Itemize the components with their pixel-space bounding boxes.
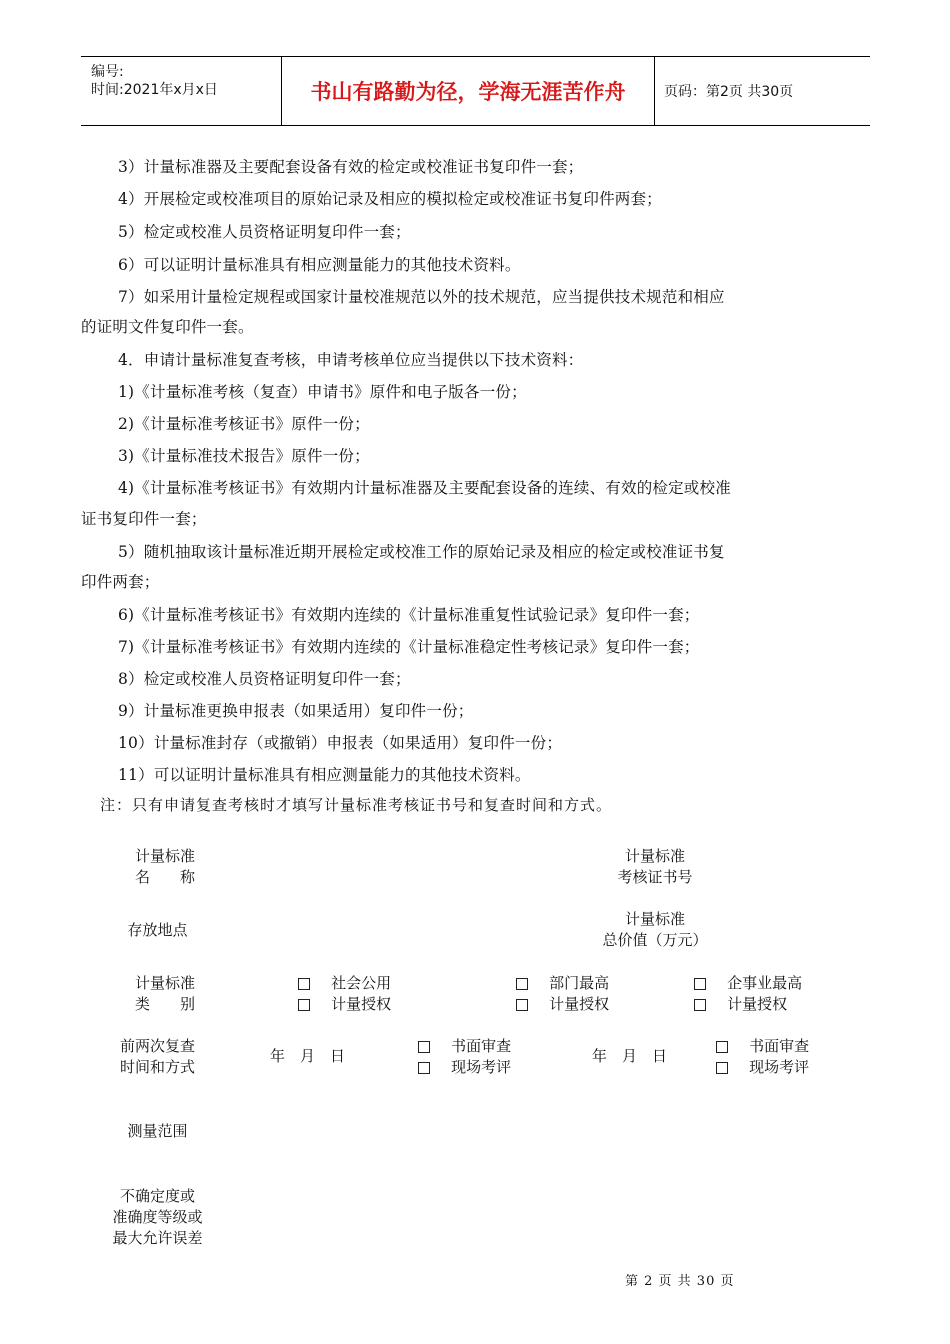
review-date-2[interactable]: 年 月 日	[592, 1047, 668, 1065]
body-line: 5）检定或校准人员资格证明复印件一套；	[118, 223, 411, 241]
checkbox-icon	[516, 999, 528, 1011]
option-label: 社会公用	[331, 974, 392, 992]
checkbox-doc-review-2[interactable]	[716, 1036, 809, 1057]
checkbox-social-public[interactable]	[298, 973, 391, 994]
label-location: 存放地点	[127, 921, 188, 939]
checkbox-icon	[418, 1062, 430, 1074]
checkbox-icon	[298, 978, 310, 990]
label-uncertainty	[100, 1186, 215, 1249]
checkbox-enterprise-auth[interactable]	[694, 994, 787, 1015]
body-line: 3)《计量标准技术报告》原件一份；	[118, 447, 370, 465]
page-footer: 第 2 页 共 30 页	[625, 1274, 735, 1289]
checkbox-icon	[298, 999, 310, 1011]
option-label: 现场考评	[749, 1058, 810, 1076]
header-meta	[81, 57, 282, 125]
checkbox-icon	[516, 978, 528, 990]
checkbox-icon	[694, 999, 706, 1011]
label-line: 类 别	[134, 995, 195, 1013]
checkbox-dept-highest[interactable]	[516, 973, 609, 994]
label-standard-type	[125, 973, 205, 1015]
checkbox-doc-review-1[interactable]	[418, 1036, 511, 1057]
label-line: 计量标准	[134, 847, 195, 865]
body-line: 7）如采用计量检定规程或国家计量校准规范以外的技术规范，应当提供技术规范和相应	[118, 288, 725, 306]
body-line: 6)《计量标准考核证书》有效期内连续的《计量标准重复性试验记录》复印件一套；	[118, 606, 700, 624]
body-line: 9）计量标准更换申报表（如果适用）复印件一份；	[118, 702, 474, 720]
body-line: 3）计量标准器及主要配套设备有效的检定或校准证书复印件一套；	[118, 158, 584, 176]
checkbox-icon	[418, 1041, 430, 1053]
checkbox-icon	[716, 1041, 728, 1053]
label-line: 考核证书号	[617, 868, 693, 886]
label-measurement-range: 测量范围	[127, 1122, 188, 1140]
label-total-value	[590, 909, 720, 951]
body-line: 的证明文件复印件一套。	[81, 318, 254, 336]
body-line: 4）开展检定或校准项目的原始记录及相应的模拟检定或校准证书复印件两套；	[118, 190, 662, 208]
checkbox-social-auth[interactable]	[298, 994, 391, 1015]
label-line: 名 称	[134, 868, 195, 886]
note-text: 注：只有申请复查考核时才填写计量标准考核证书号和复查时间和方式。	[100, 796, 613, 814]
label-line: 计量标准	[624, 847, 685, 865]
body-line: 4．申请计量标准复查考核，申请考核单位应当提供以下技术资料：	[118, 351, 584, 369]
checkbox-dept-auth[interactable]	[516, 994, 609, 1015]
review-date-1[interactable]: 年 月 日	[270, 1047, 346, 1065]
header-page-info: 页码：第2页 共30页	[664, 84, 794, 100]
body-line: 6）可以证明计量标准具有相应测量能力的其他技术资料。	[118, 256, 521, 274]
label-line: 计量标准	[134, 974, 195, 992]
body-line: 印件两套；	[81, 573, 160, 591]
label-line: 准确度等级或	[112, 1208, 203, 1226]
label-standard-name	[125, 846, 205, 888]
option-label: 书面审查	[749, 1037, 810, 1055]
label-line: 不确定度或	[119, 1187, 195, 1205]
checkbox-icon	[694, 978, 706, 990]
checkbox-site-review-2[interactable]	[716, 1057, 809, 1078]
body-line: 4)《计量标准考核证书》有效期内计量标准器及主要配套设备的连续、有效的检定或校准	[118, 479, 731, 497]
option-label: 书面审查	[451, 1037, 512, 1055]
time-label: 时间:2021年x月x日	[91, 82, 218, 98]
body-line: 11）可以证明计量标准具有相应测量能力的其他技术资料。	[118, 766, 531, 784]
option-label: 计量授权	[549, 995, 610, 1013]
label-line: 最大允许误差	[112, 1229, 203, 1247]
page-header	[81, 56, 870, 126]
number-label: 编号:	[91, 64, 124, 80]
body-line: 5）随机抽取该计量标准近期开展检定或校准工作的原始记录及相应的检定或校准证书复	[118, 543, 725, 561]
option-label: 企事业最高	[727, 974, 803, 992]
label-line: 计量标准	[624, 910, 685, 928]
label-review-history	[110, 1036, 205, 1078]
header-motto: 书山有路勤为径，学海无涯苦作舟	[282, 57, 655, 125]
checkbox-enterprise-highest[interactable]	[694, 973, 802, 994]
option-label: 计量授权	[727, 995, 788, 1013]
body-line: 证书复印件一套；	[81, 510, 207, 528]
body-line: 1)《计量标准考核（复查）申请书》原件和电子版各一份；	[118, 383, 527, 401]
body-line: 10）计量标准封存（或撤销）申报表（如果适用）复印件一份；	[118, 734, 563, 752]
body-line: 7)《计量标准考核证书》有效期内连续的《计量标准稳定性考核记录》复印件一套；	[118, 638, 700, 656]
option-label: 部门最高	[549, 974, 610, 992]
label-line: 前两次复查	[119, 1037, 195, 1055]
label-line: 时间和方式	[119, 1058, 195, 1076]
body-line: 8）检定或校准人员资格证明复印件一套；	[118, 670, 411, 688]
body-line: 2)《计量标准考核证书》原件一份；	[118, 415, 370, 433]
label-cert-number	[600, 846, 710, 888]
option-label: 计量授权	[331, 995, 392, 1013]
option-label: 现场考评	[451, 1058, 512, 1076]
checkbox-icon	[716, 1062, 728, 1074]
label-line: 总价值（万元）	[602, 931, 708, 949]
checkbox-site-review-1[interactable]	[418, 1057, 511, 1078]
